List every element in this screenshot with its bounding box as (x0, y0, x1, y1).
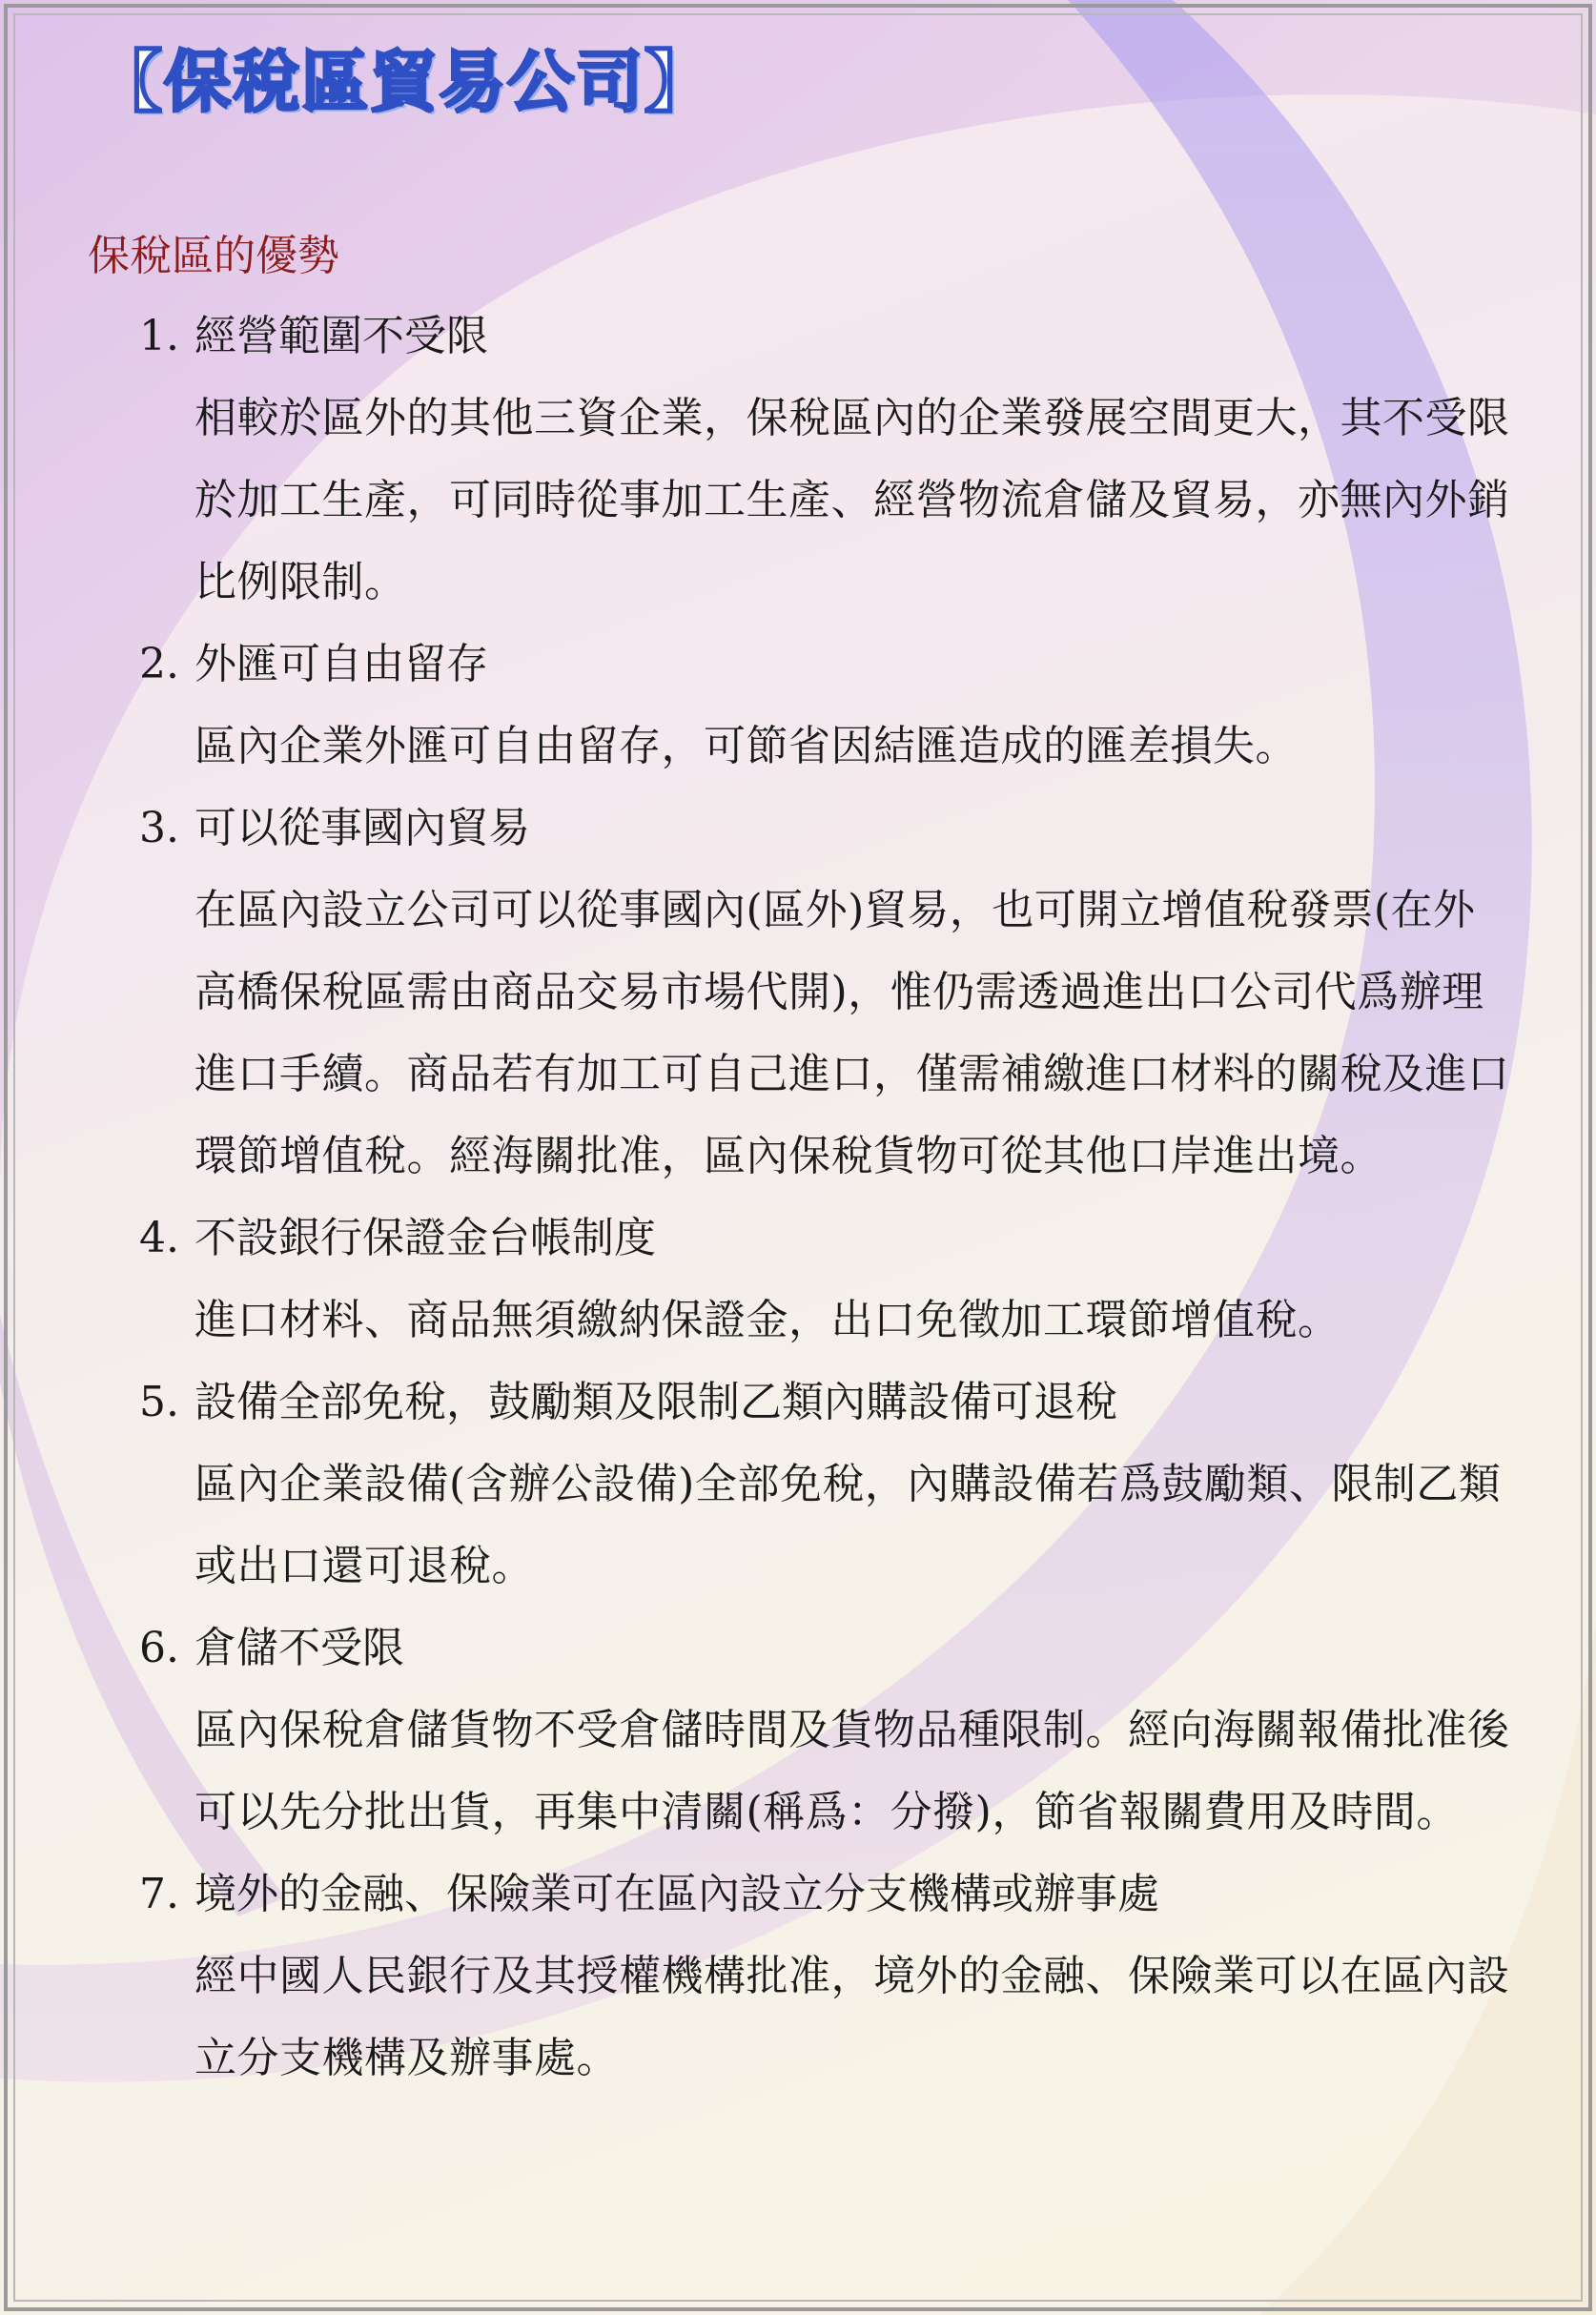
list-item-number: 3. (139, 804, 179, 852)
list-item-body: 相較於區外的其他三資企業，保稅區內的企業發展空間更大，其不受限於加工生產，可同時從事加工生產、經營物流倉儲及貿易，亦無內外銷比例限制。 (194, 394, 1510, 606)
list-item-heading (139, 624, 1514, 706)
list-item-number: 7. (139, 1870, 179, 1918)
list-item-number: 5. (139, 1378, 179, 1426)
list-item-body: 區內保稅倉儲貨物不受倉儲時間及貨物品種限制。經向海關報備批准後可以先分批出貨，再集中清關(稱爲：分撥)，節省報關費用及時間。 (194, 1706, 1510, 1836)
list-item-title: 外匯可自由留存 (194, 640, 488, 688)
list-item (139, 788, 1514, 1198)
list-item-heading (139, 1854, 1514, 1936)
list-item (139, 296, 1514, 624)
list-item-body: 區內企業外匯可自由留存，可節省因結匯造成的匯差損失。 (194, 722, 1298, 770)
list-item-title: 可以從事國內貿易 (194, 804, 530, 852)
list-item-heading (139, 1362, 1514, 1444)
list-item-title: 經營範圍不受限 (194, 312, 488, 360)
page-title: 【保稅區貿易公司】 (95, 43, 713, 121)
list-item (139, 1198, 1514, 1362)
list-item-number: 6. (139, 1624, 179, 1672)
list-item (139, 624, 1514, 788)
list-item-title: 境外的金融、保險業可在區內設立分支機構或辦事處 (194, 1870, 1159, 1918)
list-item-number: 2. (139, 640, 179, 688)
list-item (139, 1608, 1514, 1854)
list-item-title: 不設銀行保證金台帳制度 (194, 1214, 656, 1262)
list-item-title: 設備全部免稅，鼓勵類及限制乙類內購設備可退稅 (194, 1378, 1117, 1426)
list-item (139, 1362, 1514, 1608)
list-item-heading (139, 1198, 1514, 1280)
list-item (139, 1854, 1514, 2100)
list-item-number: 4. (139, 1214, 179, 1262)
list-item-body: 區內企業設備(含辦公設備)全部免稅，內購設備若爲鼓勵類、限制乙類或出口還可退稅。 (194, 1460, 1502, 1590)
list-item-heading (139, 296, 1514, 378)
list-item-heading (139, 1608, 1514, 1690)
list-item-heading (139, 788, 1514, 870)
list-item-body: 進口材料、商品無須繳納保證金，出口免徵加工環節增值稅。 (194, 1296, 1340, 1344)
main-content (84, 210, 1514, 2100)
list-item-number: 1. (139, 312, 179, 360)
section-title: 保稅區的優勢 (88, 232, 339, 280)
list-item-body: 經中國人民銀行及其授權機構批准，境外的金融、保險業可以在區內設立分支機構及辦事處。 (194, 1952, 1510, 2082)
list-item-body: 在區內設立公司可以從事國內(區外)貿易，也可開立增值稅發票(在外高橋保稅區需由商品交易市場代開)，惟仍需透過進出口公司代爲辦理進口手續。商品若有加工可自己進口，僅需補繳進口材料的關稅及進口環節增值稅。經海關批准，區內保稅貨物可從其他口岸進出境。 (194, 886, 1510, 1180)
list-item-title: 倉儲不受限 (194, 1624, 404, 1672)
